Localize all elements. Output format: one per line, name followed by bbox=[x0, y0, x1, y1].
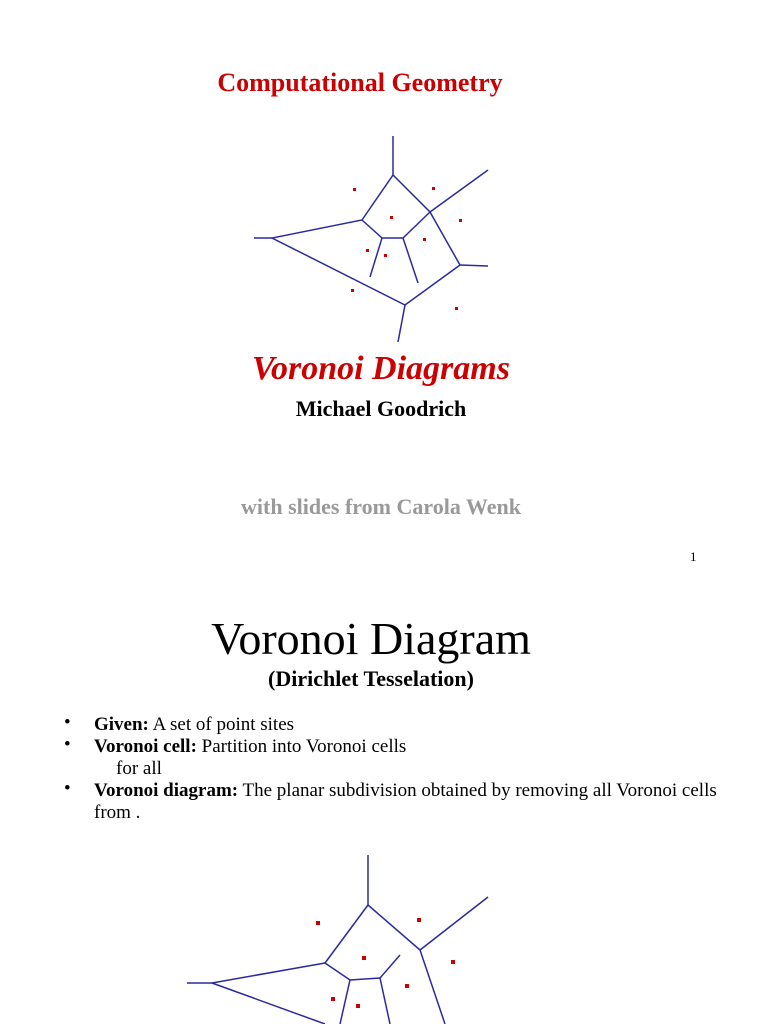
voronoi-diagram-illustration-2 bbox=[180, 850, 500, 1024]
bullet-icon: • bbox=[64, 734, 71, 755]
course-title: Computational Geometry bbox=[217, 68, 503, 97]
lecture-title: Voronoi Diagrams bbox=[252, 350, 510, 387]
bullet-item bbox=[62, 736, 742, 780]
voronoi-diagram-illustration bbox=[240, 130, 500, 345]
bullet-list bbox=[62, 714, 742, 824]
bullet-text: Partition into Voronoi cells bbox=[196, 736, 407, 757]
bullet-term: Voronoi cell: bbox=[94, 736, 197, 757]
bullet-icon: • bbox=[64, 712, 71, 733]
bullet-term: Voronoi diagram: bbox=[94, 780, 239, 801]
slide-title: Voronoi Diagram bbox=[211, 613, 531, 664]
bullet-continuation: for all bbox=[116, 758, 162, 779]
author-name: Michael Goodrich bbox=[295, 396, 467, 421]
slide-subtitle: (Dirichlet Tesselation) bbox=[268, 666, 474, 691]
bullet-text: A set of point sites bbox=[148, 714, 295, 735]
bullet-text: The planar subdivision obtained by removing all Voronoi cells from . bbox=[94, 780, 717, 823]
credits-line: with slides from Carola Wenk bbox=[241, 494, 521, 519]
bullet-icon: • bbox=[64, 778, 71, 799]
page-number: 1 bbox=[690, 549, 697, 564]
bullet-term: Given: bbox=[94, 714, 149, 735]
bullet-item bbox=[62, 714, 742, 736]
bullet-item bbox=[62, 780, 742, 824]
slide-2 bbox=[0, 580, 768, 1024]
